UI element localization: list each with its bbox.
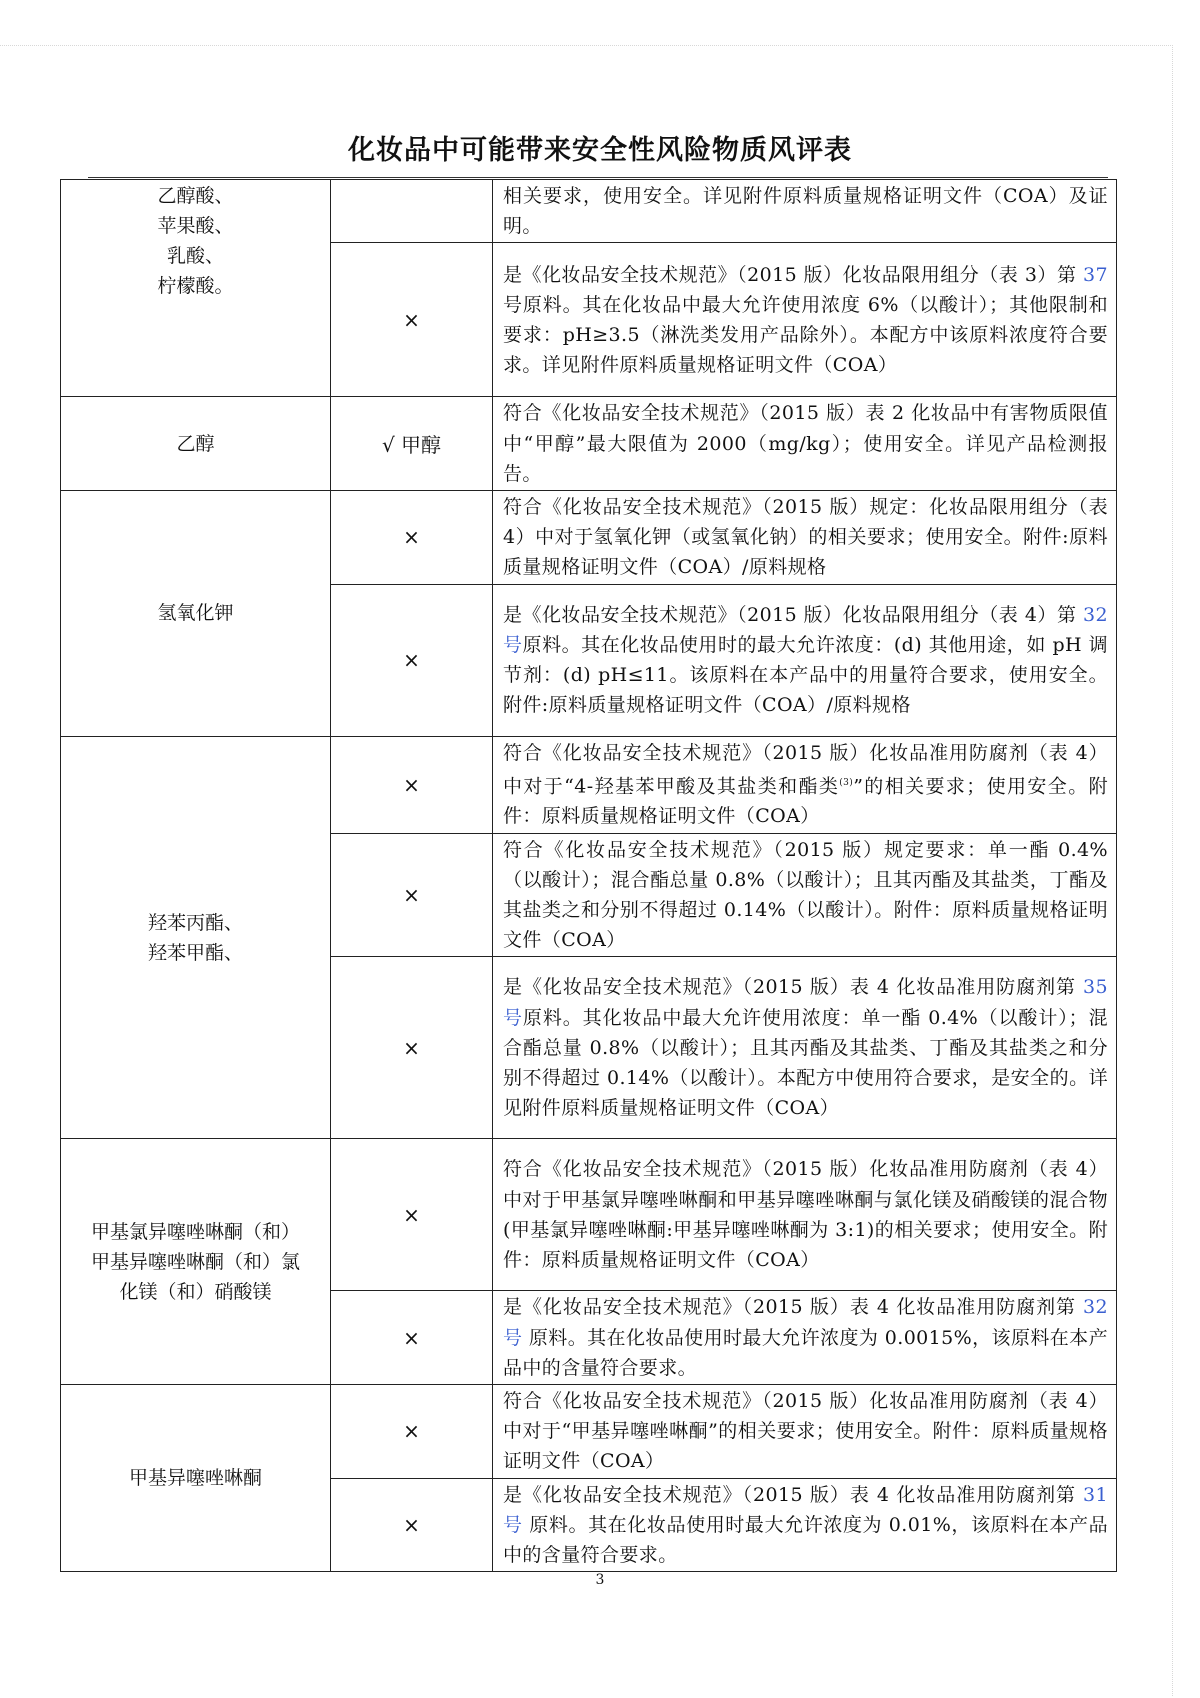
substance-cell (61, 180, 331, 397)
risk-mark: × (331, 957, 493, 1139)
risk-mark: √ 甲醇 (331, 397, 493, 491)
assessment-text: 是《化妆品安全技术规范》（2015 版）化妆品限用组分（表 3）第 37 号原料。其在化妆品中最大允许使用浓度 6%（以酸计）；其他限制和要求：pH≥3.5（淋洗类发用产品除外）。本配方中该原料浓度符合要求。详见附件原料质量规格证明文件（COA） (493, 243, 1117, 397)
ingredient-number: 31 号 (503, 1483, 1108, 1536)
assessment-text: 符合《化妆品安全技术规范》（2015 版）规定：化妆品限用组分（表 4）中对于氢氧化钾（或氢氧化钠）的相关要求；使用安全。附件:原料质量规格证明文件（COA）/原料规格 (493, 491, 1117, 585)
substance-line: 乙醇酸、 (157, 185, 234, 207)
substance-line: 苹果酸、 (157, 215, 234, 237)
substance-line: 羟苯丙酯、 (147, 911, 243, 934)
ingredient-number: 32 号 (503, 1296, 1108, 1349)
assessment-text: 是《化妆品安全技术规范》（2015 版）化妆品限用组分（表 4）第 32 号原料。其在化妆品使用时的最大允许浓度：(d) 其他用途，如 pH 调节剂：(d) pH≤11。该原料在本产品中的用量符合要求，使用安全。附件:原料质量规格证明文件（COA）/原料规格 (493, 584, 1117, 736)
substance-cell (61, 397, 331, 491)
substance-line: 乳酸、 (166, 245, 224, 267)
assessment-text: 是《化妆品安全技术规范》（2015 版）表 4 化妆品准用防腐剂第 35 号原料。其化妆品中最大允许使用浓度：单一酯 0.4%（以酸计）；混合酯总量 0.8%（以酸计）；且其丙酯及其盐类、丁酯及其盐类之和分别不得超过 0.14%（以酸计）。本配方中使用符合要求，是安全的。详见附件原料质量规格证明文件（COA） (493, 957, 1117, 1139)
substance-cell (61, 736, 331, 1139)
risk-mark: × (331, 584, 493, 736)
substance-line: 柠檬酸。 (157, 275, 234, 297)
assessment-text: 符合《化妆品安全技术规范》（2015 版）规定要求：单一酯 0.4%（以酸计）；混合酯总量 0.8%（以酸计）；且其丙酯及其盐类，丁酯及其盐类之和分别不得超过 0.14%（以酸计）。附件：原料质量规格证明文件（COA） (493, 833, 1117, 957)
table-row (61, 1384, 1117, 1478)
assessment-text: 符合《化妆品安全技术规范》（2015 版）化妆品准用防腐剂（表 4）中对于“甲基异噻唑啉酮”的相关要求；使用安全。附件：原料质量规格证明文件（COA） (493, 1384, 1117, 1478)
ingredient-number: 32 号 (503, 603, 1108, 656)
substance-line: 甲基氯异噻唑啉酮（和） (90, 1220, 300, 1243)
assessment-text: 符合《化妆品安全技术规范》（2015 版）表 2 化妆品中有害物质限值中“甲醇”最大限值为 2000（mg/kg）；使用安全。详见产品检测报告。 (493, 397, 1117, 491)
risk-mark: × (331, 1478, 493, 1572)
title-rule (88, 177, 1108, 178)
substance-cell (61, 1139, 331, 1385)
risk-mark: × (331, 491, 493, 585)
assessment-text: 相关要求，使用安全。详见附件原料质量规格证明文件（COA）及证明。 (493, 180, 1117, 243)
table-row (61, 180, 1117, 243)
risk-mark: × (331, 1291, 493, 1385)
risk-assessment-table (60, 179, 1117, 1572)
table-row (61, 397, 1117, 491)
substance-line: 乙醇 (176, 432, 215, 455)
substance-line: 甲基异噻唑啉酮（和）氯 (90, 1250, 300, 1273)
risk-mark: × (331, 243, 493, 397)
assessment-text: 是《化妆品安全技术规范》（2015 版）表 4 化妆品准用防腐剂第 32 号 原料。其在化妆品使用时最大允许浓度为 0.0015%，该原料在本产品中的含量符合要求。 (493, 1291, 1117, 1385)
assessment-text: 符合《化妆品安全技术规范》（2015 版）化妆品准用防腐剂（表 4）中对于甲基氯异噻唑啉酮和甲基异噻唑啉酮与氯化镁及硝酸镁的混合物(甲基氯异噻唑啉酮:甲基异噻唑啉酮为 3:1)的相关要求；使用安全。附件：原料质量规格证明文件（COA） (493, 1139, 1117, 1291)
substance-line: 羟苯甲酯、 (147, 941, 243, 964)
substance-line: 化镁（和）硝酸镁 (119, 1280, 272, 1303)
assessment-text: 是《化妆品安全技术规范》（2015 版）表 4 化妆品准用防腐剂第 31 号 原料。其在化妆品使用时最大允许浓度为 0.01%，该原料在本产品中的含量符合要求。 (493, 1478, 1117, 1572)
page-title: 化妆品中可能带来安全性风险物质风评表 (348, 135, 852, 166)
substance-line: 氢氧化钾 (157, 602, 234, 625)
table-row (61, 736, 1117, 833)
assessment-text: 符合《化妆品安全技术规范》（2015 版）化妆品准用防腐剂（表 4）中对于“4-羟基苯甲酸及其盐类和酯类$^{(3)}$”的相关要求；使用安全。附件：原料质量规格证明文件（COA） (493, 736, 1117, 833)
risk-mark (331, 180, 493, 243)
footnote-marker: (3) (839, 777, 854, 788)
risk-mark: × (331, 736, 493, 833)
substance-cell (61, 491, 331, 737)
risk-mark: × (331, 1384, 493, 1478)
substance-line: 甲基异噻唑啉酮 (128, 1467, 262, 1490)
risk-mark: × (331, 1139, 493, 1291)
risk-mark: × (331, 833, 493, 957)
ingredient-number: 37 (1083, 263, 1108, 286)
page-number: 3 (595, 1572, 605, 1588)
ingredient-number: 35 号 (503, 976, 1108, 1029)
substance-cell (61, 1384, 331, 1571)
table-row (61, 491, 1117, 585)
table-row (61, 1139, 1117, 1291)
